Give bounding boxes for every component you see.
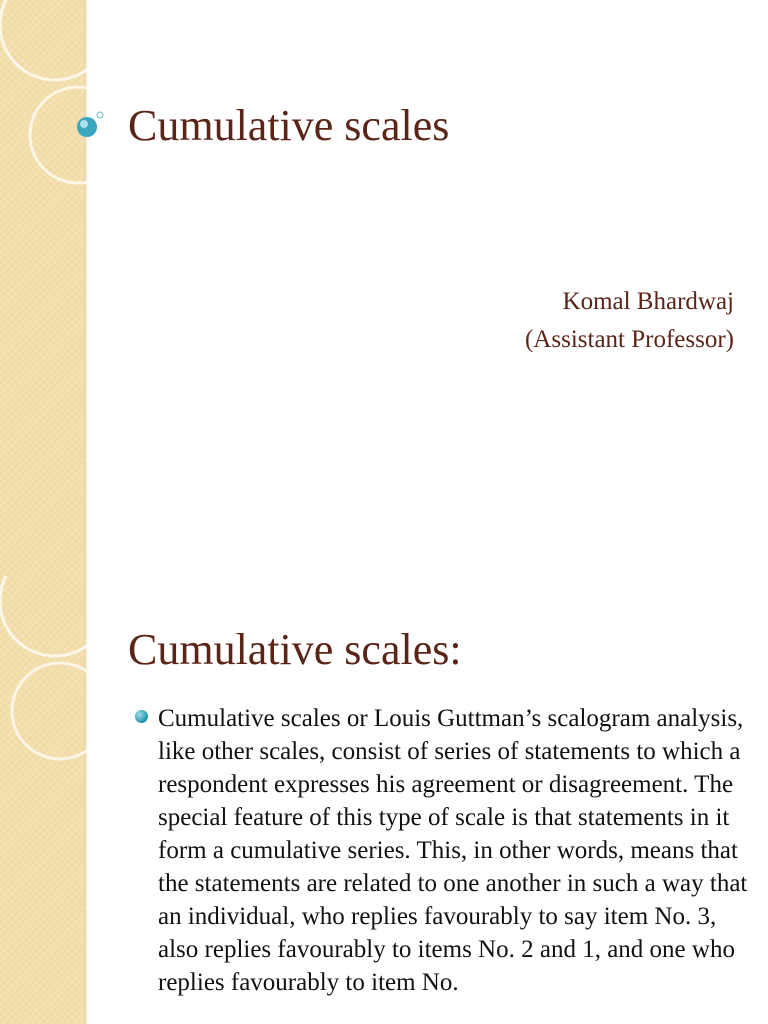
decorative-circles (0, 0, 120, 576)
bullet-text: Cumulative scales or Louis Guttman’s scalogram analysis, like other scales, consist of series of statements to which a respondent expresses his agreement or disagreement. The special feature of this type of scale is that statements in it form a cumulative series. This, in other words, means that the statements are related to one another in such a way that an individual, who replies favourably to say item No. 3, also replies favourably to items No. 2 and 1, and one who replies favourably to item No. (158, 705, 748, 996)
deco-circle-small (12, 663, 108, 759)
deco-circle-large (0, 576, 110, 656)
slide-2-title: Cumulative scales: (128, 625, 462, 674)
bullet-icon (135, 710, 148, 723)
author-role: (Assistant Professor) (524, 326, 734, 353)
blue-orb-icon (77, 117, 97, 137)
deco-circle-large (0, 0, 110, 80)
slide-1-title: Cumulative scales (128, 101, 450, 150)
small-ring-icon (97, 112, 103, 118)
deco-circle-small (30, 87, 120, 183)
author-name: Komal Bhardwaj (562, 288, 734, 315)
author-block (525, 283, 734, 359)
slide-2 (0, 576, 768, 1024)
decorative-circles (0, 576, 120, 1024)
orb-highlight (80, 120, 88, 128)
